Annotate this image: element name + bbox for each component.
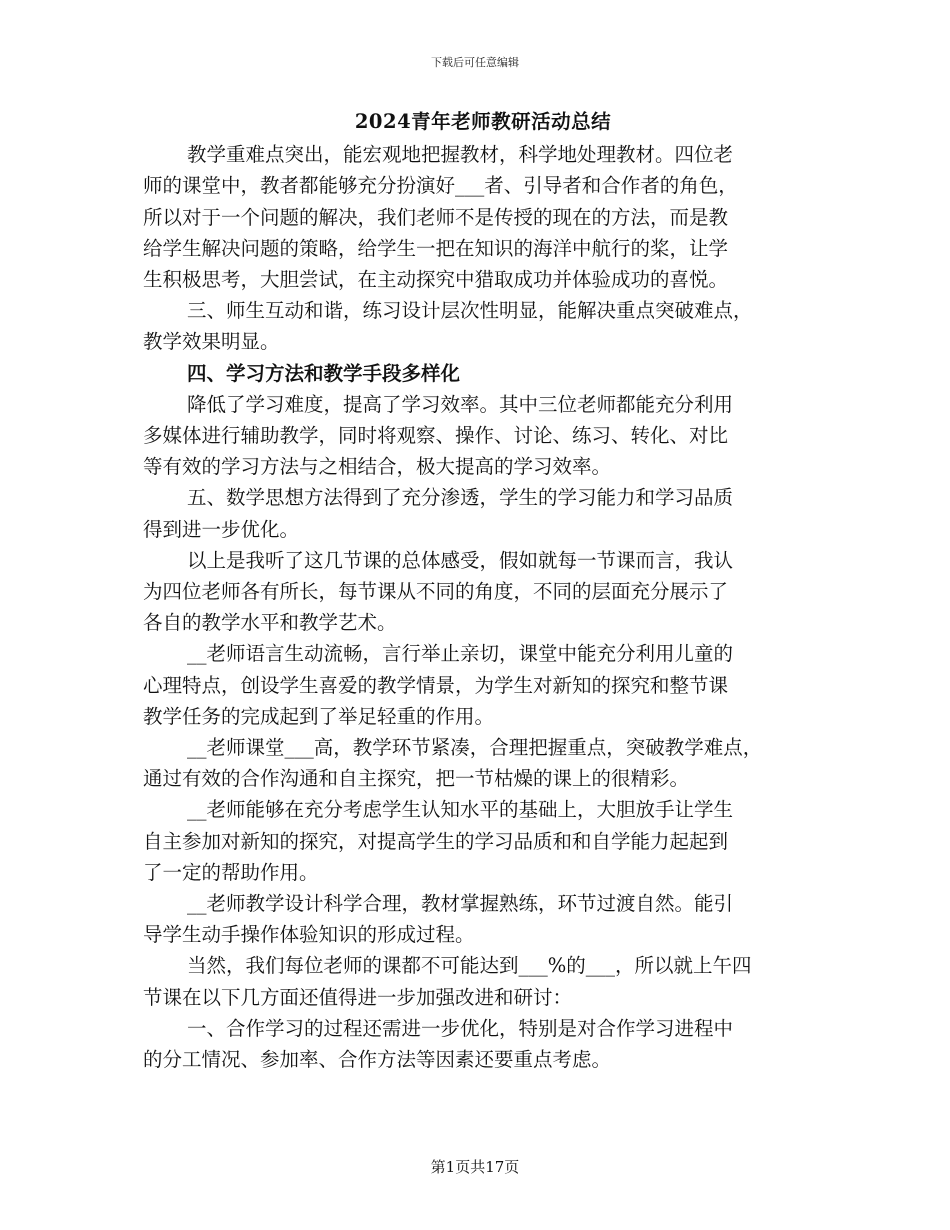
text-line: 生积极思考，大胆尝试，在主动探究中猎取成功并体验成功的喜悦。 xyxy=(143,268,729,292)
text-line: 师的课堂中，教者都能够充分扮演好___者、引导者和合作者的角色， xyxy=(143,174,738,198)
text-line: 自主参加对新知的探究，对提高学生的学习品质和和自学能力起起到 xyxy=(143,829,729,853)
document-title: 2024青年老师教研活动总结 xyxy=(354,110,612,133)
text-line: 节课在以下几方面还值得进一步加强改进和研讨： xyxy=(143,985,573,1009)
text-line: 教学任务的完成起到了举足轻重的作用。 xyxy=(143,704,495,728)
page-header: 下载后可任意编辑 xyxy=(431,56,519,69)
text-line: __老师教学设计科学合理，教材掌握熟练，环节过渡自然。能引 xyxy=(187,892,734,916)
text-line: __老师语言生动流畅，言行举止亲切，课堂中能充分利用儿童的 xyxy=(187,642,734,666)
text-line: 各自的教学水平和教学艺术。 xyxy=(143,611,397,635)
text-line: 心理特点，创设学生喜爱的教学情景，为学生对新知的探究和整节课 xyxy=(143,673,729,697)
section-heading: 四、学习方法和教学手段多样化 xyxy=(187,361,461,385)
text-line: 导学生动手操作体验知识的形成过程。 xyxy=(143,923,475,947)
text-line: __老师课堂___高，教学环节紧凑，合理把握重点，突破教学难点， xyxy=(187,736,763,760)
paragraph-lines xyxy=(143,139,823,1075)
text-line: 所以对于一个问题的解决，我们老师不是传授的现在的方法，而是教 xyxy=(143,205,729,229)
text-line: 得到进一步优化。 xyxy=(143,517,300,541)
document-body xyxy=(143,106,823,1075)
page-footer: 第1页共17页 xyxy=(430,1158,520,1176)
text-line: 多媒体进行辅助教学，同时将观察、操作、讨论、练习、转化、对比 xyxy=(143,424,729,448)
text-line: 三、师生互动和谐，练习设计层次性明显，能解决重点突破难点， xyxy=(187,299,753,323)
text-line: 了一定的帮助作用。 xyxy=(143,860,319,884)
text-line: __老师能够在充分考虑学生认知水平的基础上，大胆放手让学生 xyxy=(187,798,734,822)
text-line: 教学效果明显。 xyxy=(143,330,280,354)
text-line: 以上是我听了这几节课的总体感受，假如就每一节课而言，我认 xyxy=(187,548,734,572)
text-line: 等有效的学习方法与之相结合，极大提高的学习效率。 xyxy=(143,455,612,479)
text-line: 降低了学习难度，提高了学习效率。其中三位老师都能充分利用 xyxy=(187,392,734,416)
text-line: 的分工情况、参加率、合作方法等因素还要重点考虑。 xyxy=(143,1048,612,1072)
text-line: 通过有效的合作沟通和自主探究，把一节枯燥的课上的很精彩。 xyxy=(143,767,690,791)
text-line: 为四位老师各有所长，每节课从不同的角度，不同的层面充分展示了 xyxy=(143,580,729,604)
text-line: 当然，我们每位老师的课都不可能达到___%的___，所以就上午四 xyxy=(187,954,752,978)
text-line: 一、合作学习的过程还需进一步优化，特别是对合作学习进程中 xyxy=(187,1016,734,1040)
text-line: 教学重难点突出，能宏观地把握教材，科学地处理教材。四位老 xyxy=(187,143,734,167)
text-line: 五、数学思想方法得到了充分渗透，学生的学习能力和学习品质 xyxy=(187,486,734,510)
text-line: 给学生解决问题的策略，给学生一把在知识的海洋中航行的桨，让学 xyxy=(143,236,729,260)
